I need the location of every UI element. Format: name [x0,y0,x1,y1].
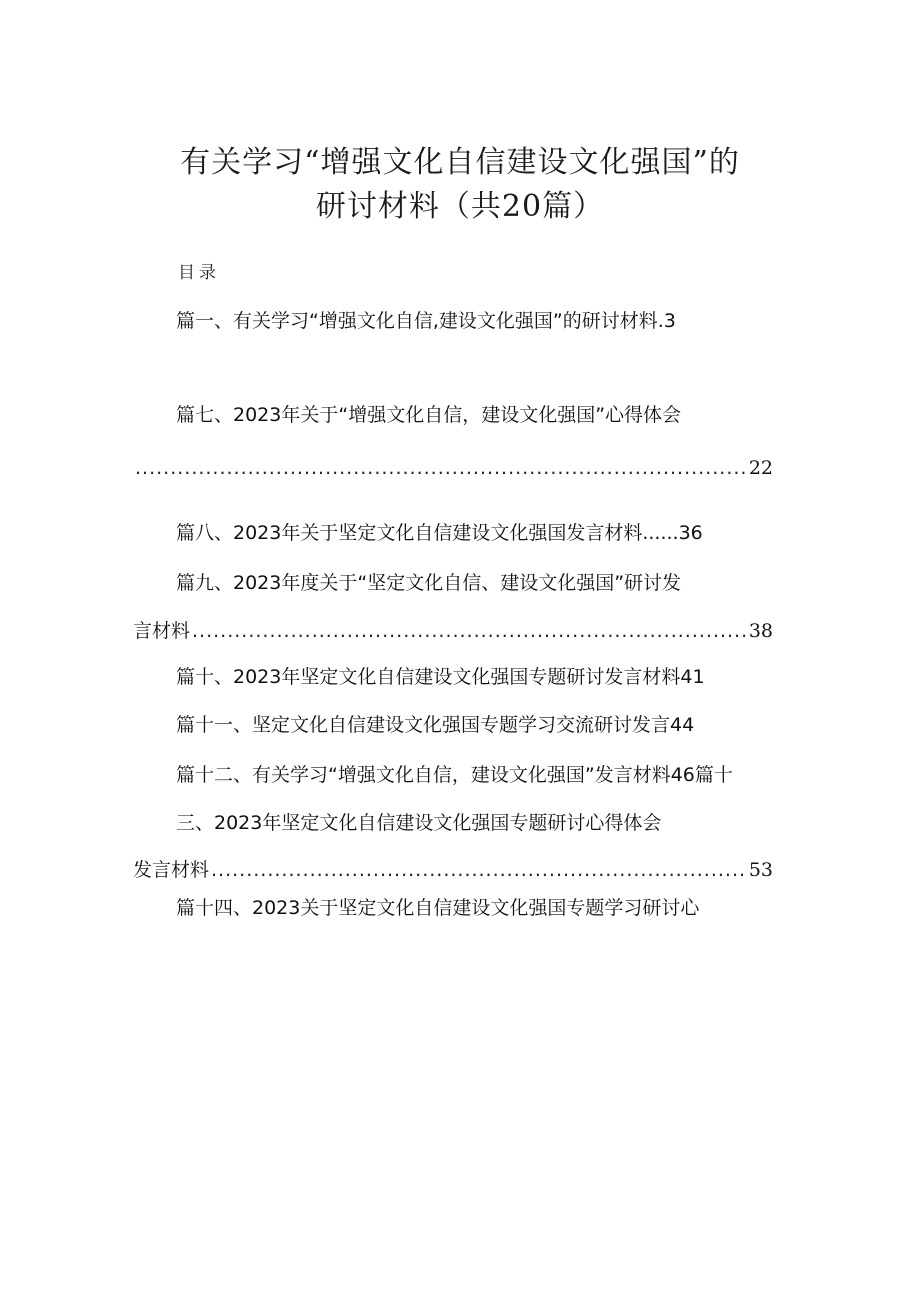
dot-leader [192,619,747,643]
toc-entry-13-page: 53 [748,859,773,881]
toc-entry-11[interactable]: 篇十一、坚定文化自信建设文化强国专题学习交流研讨发言44 [176,714,695,736]
toc-entry-12[interactable]: 篇十二、有关学习“增强文化自信，建设文化强国”发言材料46篇十 [176,764,733,786]
toc-entry-7-page: 22 [748,457,773,479]
toc-heading: 目录 [178,263,220,283]
toc-entry-9-line-1[interactable]: 篇九、2023年度关于“坚定文化自信、建设文化强国”研讨发 [176,572,682,594]
toc-entry-9-line-2[interactable] [133,619,773,643]
dot-leader [211,858,747,882]
toc-entry-7-line-2[interactable] [133,456,773,480]
toc-entry-13-line-1[interactable]: 三、2023年坚定文化自信建设文化强国专题研讨心得体会 [176,812,662,834]
toc-entry-10[interactable]: 篇十、2023年坚定文化自信建设文化强国专题研讨发言材料41 [176,666,705,688]
toc-entry-1[interactable]: 篇一、有关学习“增强文化自信,建设文化强国”的研讨材料.3 [176,310,676,332]
toc-entry-8[interactable]: 篇八、2023年关于坚定文化自信建设文化强国发言材料......36 [176,522,703,544]
document-title-line-1: 有关学习“增强文化自信建设文化强国”的 [180,145,740,180]
toc-entry-14[interactable]: 篇十四、2023关于坚定文化自信建设文化强国专题学习研讨心 [176,897,700,919]
dot-leader [135,456,747,480]
document-title-line-2: 研讨材料（共20篇） [315,189,605,224]
toc-entry-13-line-2[interactable] [133,858,773,882]
toc-entry-13-continuation: 发言材料 [133,859,210,881]
toc-entry-9-page: 38 [748,620,773,642]
toc-entry-7-line-1[interactable]: 篇七、2023年关于“增强文化自信，建设文化强国”心得体会 [176,404,682,426]
toc-entry-9-continuation: 言材料 [133,620,191,642]
